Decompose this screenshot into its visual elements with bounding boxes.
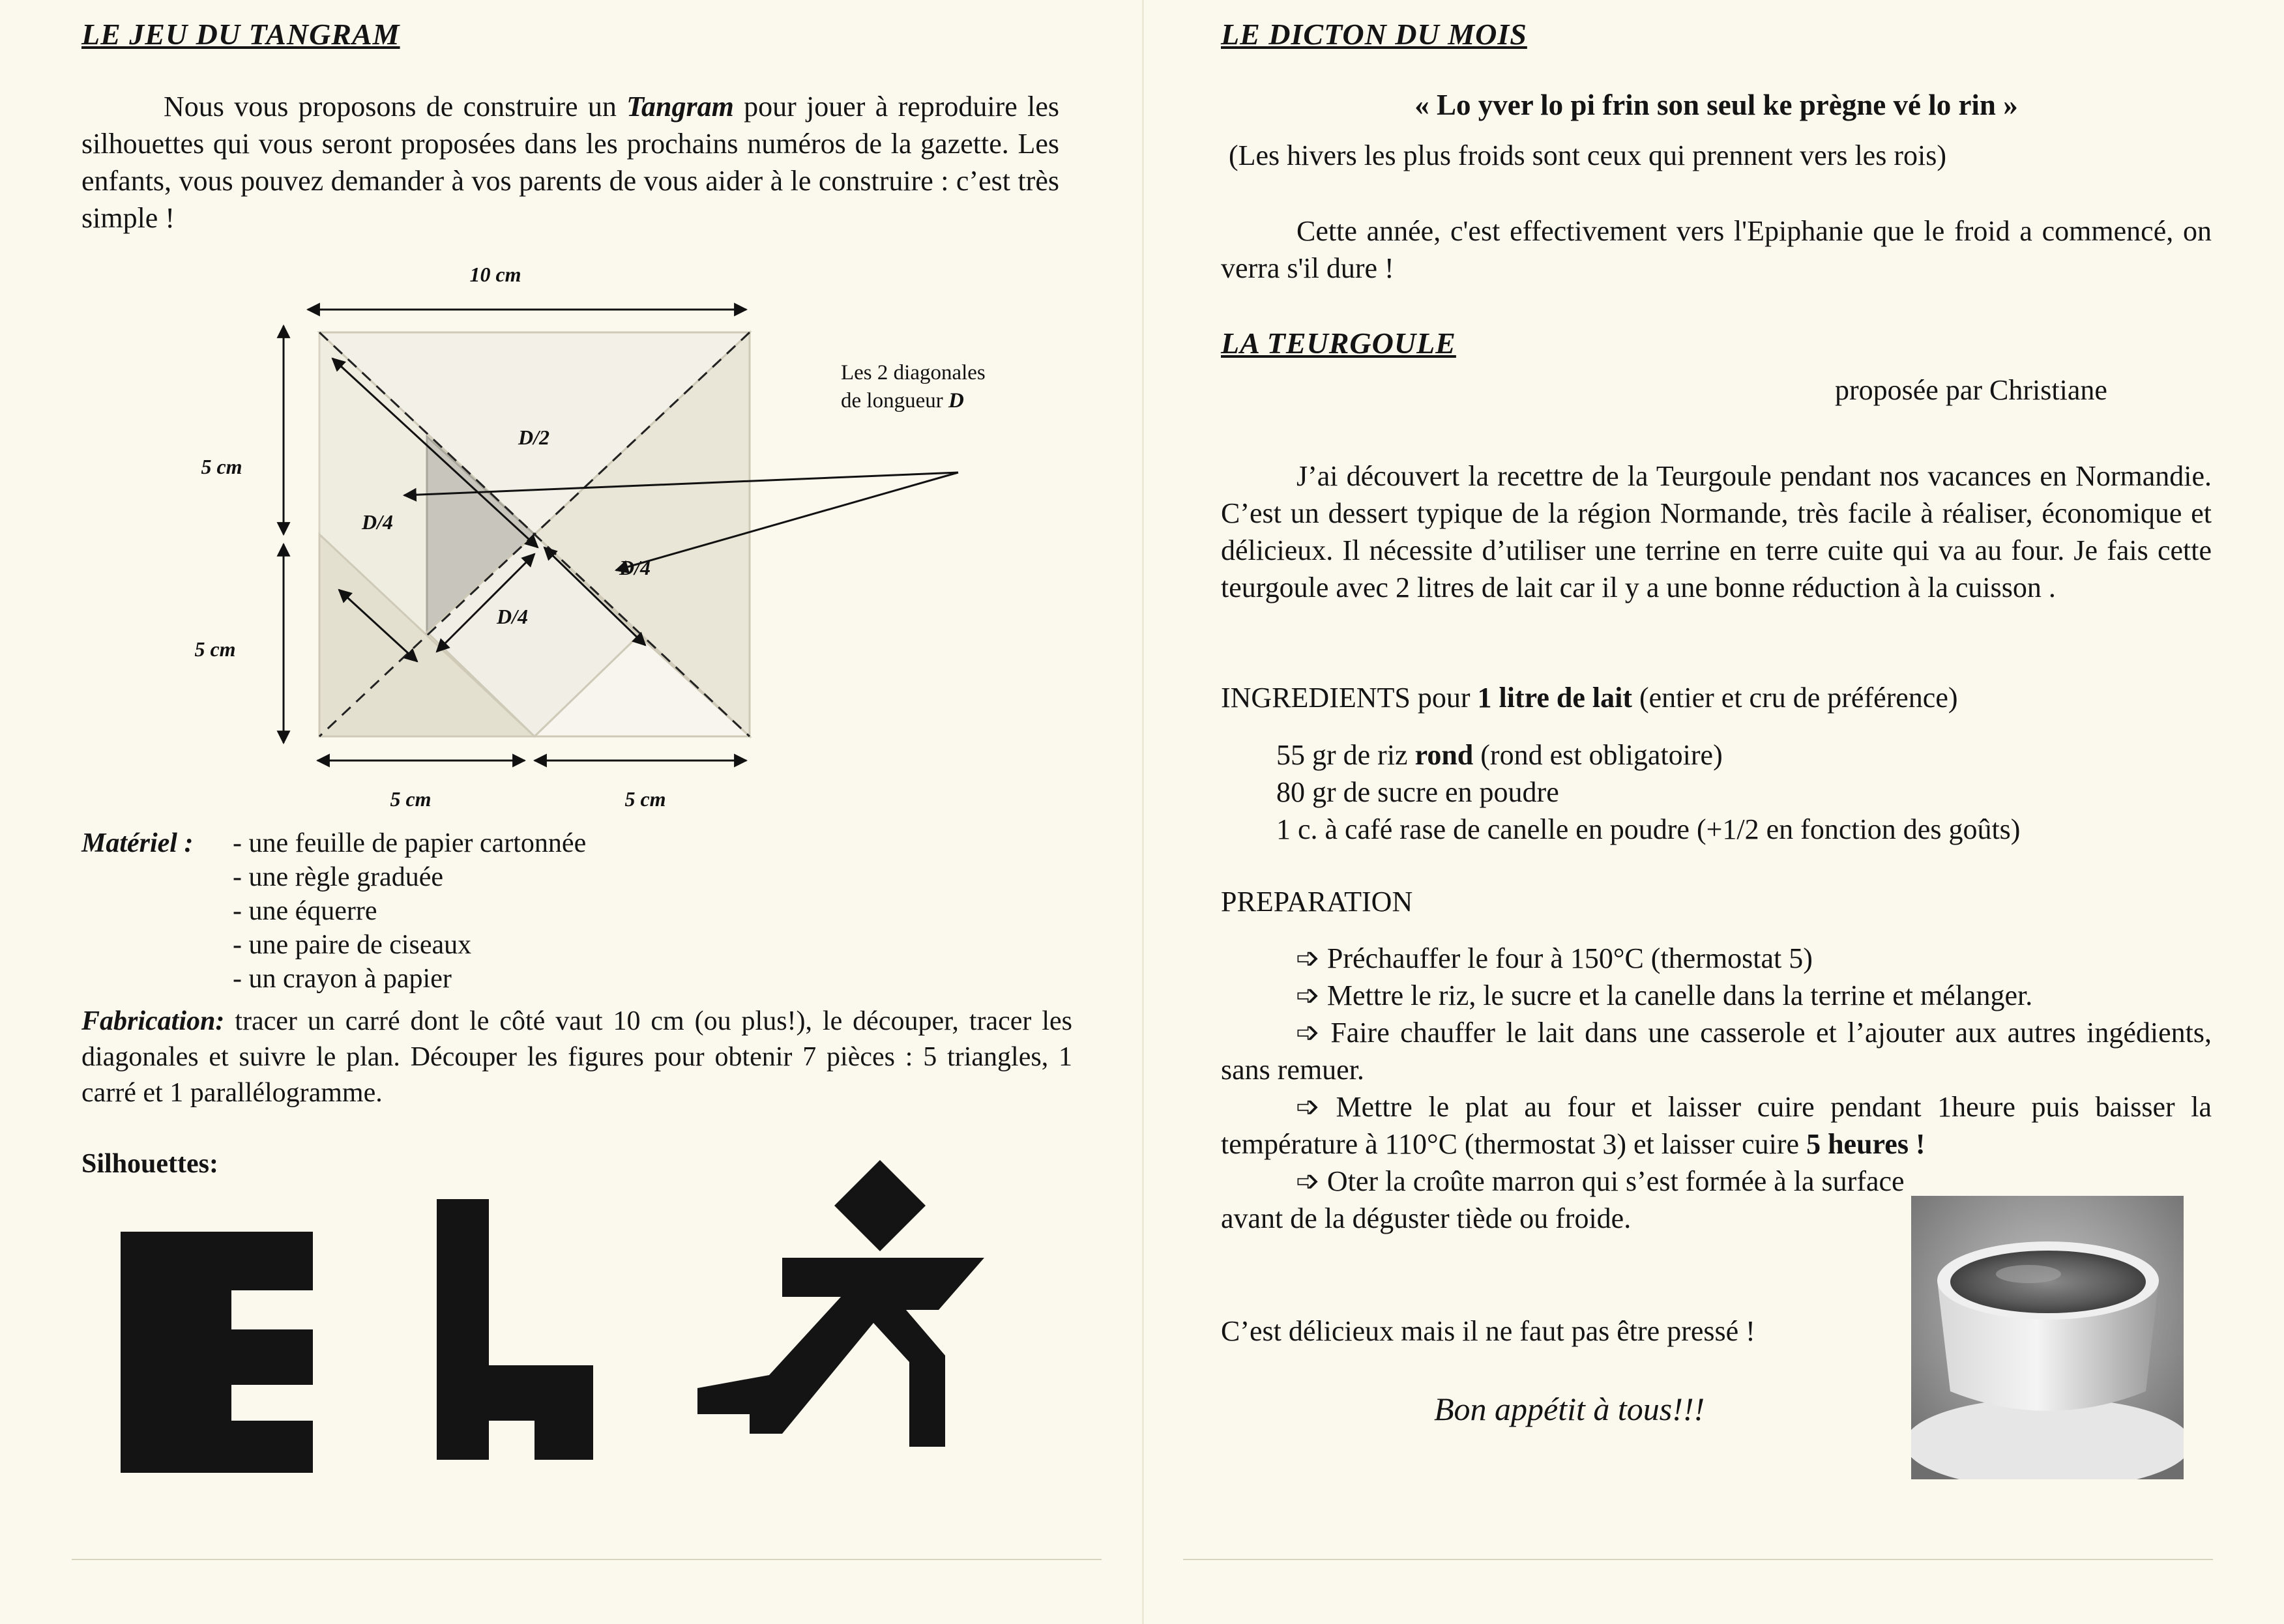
fabrication-paragraph (81, 1004, 1072, 1111)
intro-text-1: Nous vous proposons de construire un (164, 91, 627, 123)
prep-step (1221, 1014, 2212, 1088)
photo-highlight (1996, 1265, 2061, 1283)
ingredient-sugar: 80 gr de sucre en poudre (1276, 776, 1559, 808)
arrow-icon: ➩ (1296, 1091, 1320, 1123)
ingredient-rice (1276, 736, 2020, 774)
note-line-1: Les 2 diagonales (841, 361, 986, 384)
dicton-title: LE DICTON DU MOIS (1221, 18, 1527, 51)
recipe-intro: J’ai découvert la recettre de la Teurgoule pendant nos vacances en Normandie. C’est un dessert typique de la région Normande, très facile à réaliser, économique et délicieux. Il nécessite d’utiliser une terrine en terre cuite qui va au four. Je fais cette teurgoule avec 2 litres de lait car il y a une bonne réduction à la cuisson . (1221, 460, 2212, 603)
silhouette-e (121, 1232, 313, 1473)
intro-text-2: pour jouer à reproduire les silhouettes qui vous seront proposées dans les prochains numéros de la gazette. Les enfants, vous pouvez demander à vos parents de vous aider à le construire : c’est très simple ! (81, 91, 1059, 234)
silhouette-figure-body (697, 1258, 984, 1447)
prep-step (1221, 1163, 1912, 1237)
intro-tangram-word: Tangram (626, 91, 734, 123)
prep-step-text: Mettre le plat au four et laisser cuire pendant 1heure puis baisser la température à 110°C (thermostat 3) et laisser cuire (1221, 1091, 2212, 1160)
note-line-2: de longueur D (841, 389, 964, 413)
prep-step (1221, 1088, 2212, 1163)
ingredients-heading (1221, 679, 1958, 716)
materiel-label: Matériel : (81, 828, 194, 858)
recipe-author: proposée par Christiane (1835, 374, 2107, 406)
ingredient-rice-qty: 55 gr de riz (1276, 739, 1415, 771)
silhouettes-figures (111, 1153, 1036, 1473)
prep-step-duration: 5 heures ! (1806, 1128, 1925, 1160)
arrow-icon: ➩ (1296, 979, 1320, 1011)
dim-bottom-right-label: 5 cm (624, 787, 666, 811)
ingredient-rice-note: (rond est obligatoire) (1473, 739, 1723, 771)
d2-label: D/2 (518, 426, 549, 449)
arrow-icon: ➩ (1296, 942, 1320, 974)
tangram-intro (81, 88, 1059, 237)
page-fold (1142, 0, 1144, 1624)
prep-step-text: Faire chauffer le lait dans une casserole et l’ajouter aux autres ingédients, sans remuer. (1221, 1017, 2212, 1086)
dim-left-top-label: 5 cm (201, 455, 242, 478)
preparation-steps (1221, 940, 2212, 1237)
materiel-list (233, 826, 586, 996)
tangram-title: LE JEU DU TANGRAM (81, 18, 400, 51)
ingredient-rice-type: rond (1414, 739, 1474, 771)
ingredients-note: (entier et cru de préférence) (1632, 682, 1958, 714)
dicton-translation: (Les hivers les plus froids sont ceux qui prennent vers les rois) (1229, 139, 1946, 171)
signoff: Bon appétit à tous!!! (1434, 1391, 1705, 1427)
prep-step (1221, 940, 2212, 977)
d4-label-c: D/4 (619, 556, 651, 579)
dim-left-bottom-label: 5 cm (194, 637, 236, 661)
preparation-heading: PREPARATION (1221, 886, 1413, 918)
teurgoule-title: LA TEURGOULE (1221, 326, 1456, 360)
prep-step-text: Oter la croûte marron qui s’est formée à la surface avant de la déguster tiède ou froide. (1221, 1165, 1905, 1234)
silhouettes-label: Silhouettes: (81, 1149, 218, 1179)
prep-step (1221, 977, 2212, 1014)
ingredients-quantity: 1 litre de lait (1477, 682, 1632, 714)
materiel-item: - une paire de ciseaux (233, 930, 472, 960)
materiel-item: - un crayon à papier (233, 964, 452, 994)
dim-bottom-left-label: 5 cm (390, 787, 432, 811)
materiel-item: - une feuille de papier cartonnée (233, 828, 587, 858)
d4-label-a: D/4 (362, 510, 393, 534)
silhouette-figure-head (834, 1160, 926, 1251)
dicton-quote: « Lo yver lo pi frin son seul ke prègne vé lo rin » (1414, 89, 2018, 121)
materiel-item: - une équerre (233, 896, 377, 926)
dim-top-label: 10 cm (469, 263, 521, 286)
footer-rule-right (1183, 1559, 2213, 1560)
footer-rule-left (72, 1559, 1102, 1560)
teurgoule-photo (1911, 1196, 2184, 1479)
ingredient-cinnamon: 1 c. à café rase de canelle en poudre (+1/2 en fonction des goûts) (1276, 813, 2021, 845)
prep-step-text: Mettre le riz, le sucre et la canelle dans la terrine et mélanger. (1326, 979, 2033, 1011)
fabrication-text: tracer un carré dont le côté vaut 10 cm (ou plus!), le découper, tracer les diagonales et suivre le plan. Découper les figures pour obtenir 7 pièces : 5 triangles, 1 carré et 1 parallélogramme. (81, 1006, 1072, 1108)
prep-step-text: Préchauffer le four à 150°C (thermostat 5) (1326, 942, 1813, 974)
d4-label-b: D/4 (497, 605, 528, 628)
fabrication-label: Fabrication: (81, 1006, 225, 1036)
dicton-comment: Cette année, c'est effectivement vers l'Epiphanie que le froid a commencé, on verra s'il dure ! (1221, 215, 2212, 284)
arrow-icon: ➩ (1296, 1165, 1320, 1197)
ingredients-list (1276, 736, 2020, 848)
closing-text: C’est délicieux mais il ne faut pas être pressé ! (1221, 1315, 1755, 1347)
materiel-item: - une règle graduée (233, 862, 443, 892)
arrow-icon: ➩ (1296, 1017, 1320, 1049)
silhouette-h (437, 1199, 593, 1460)
ingredients-heading-text: INGREDIENTS pour (1221, 682, 1478, 714)
tangram-diagram (163, 248, 1043, 821)
photo-crust (1950, 1251, 2146, 1313)
